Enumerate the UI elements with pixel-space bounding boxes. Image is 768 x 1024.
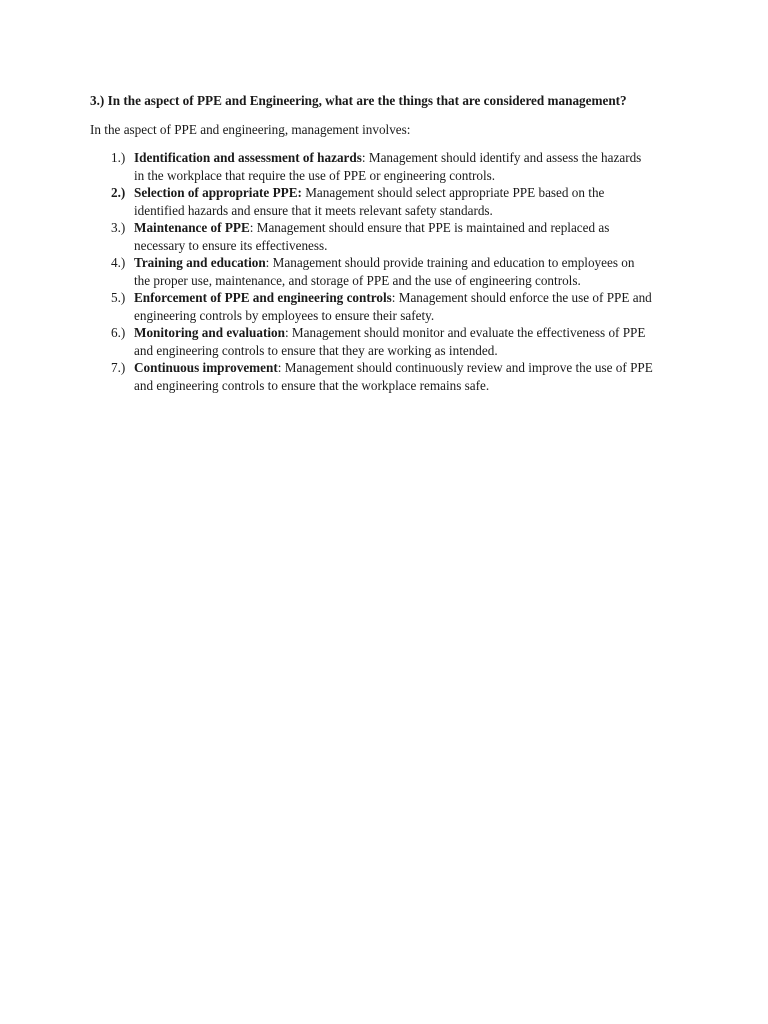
list-item-line-1 [134,289,694,307]
list-item-line-1 [134,359,694,377]
list-item-description: Management should monitor and evaluate the effectiveness of PPE [288,325,646,340]
list-item-number: 7.) [111,360,126,375]
list-item-line-1 [134,254,694,272]
list-item-separator: : [361,150,366,165]
list-item-number: 3.) [111,220,126,235]
list-item-line-2: the proper use, maintenance, and storage of PPE and the use of engineering controls. [134,272,581,288]
list-item-term: Enforcement of PPE and engineering controls [134,290,392,305]
list-item-text [134,359,694,394]
list-item [0,289,768,324]
list-item-line-1 [134,324,694,342]
list-item [0,184,768,219]
list-item-term: Training and education [134,255,266,270]
list-item-number: 2.) [111,185,126,200]
list-item-line-1 [134,184,694,202]
list-item-separator: : [249,220,254,235]
list-item-text [134,219,694,254]
list-item-description: Management should identify and assess the hazards [365,150,642,165]
list-item-line-2: identified hazards and ensure that it meets relevant safety standards. [134,202,493,218]
list-item-number: 6.) [111,325,126,340]
list-item-line-2: and engineering controls to ensure that the workplace remains safe. [134,377,490,393]
list-item-separator: : [391,290,396,305]
list-item-line-1 [134,219,694,237]
list-item-text [134,184,694,219]
list-item-description: Management should select appropriate PPE based on the [301,185,605,200]
list-item-term: Monitoring and evaluation [134,325,285,340]
list-item-description: Management should provide training and education to employees on [269,255,635,270]
list-item [0,359,768,394]
list-item [0,219,768,254]
list-item-number: 1.) [111,150,126,165]
list-item-separator: : [277,360,282,375]
question-heading: 3.) In the aspect of PPE and Engineering, what are the things that are considered management? [90,93,627,108]
list-item [0,254,768,289]
list-item-description: Management should ensure that PPE is maintained and replaced as [253,220,610,235]
list-item-term: Identification and assessment of hazards [134,150,362,165]
management-list [0,149,768,394]
list-item-text [134,149,694,184]
list-item-text [134,254,694,289]
list-item-line-1 [134,149,694,167]
list-item [0,149,768,184]
list-item-term: Selection of appropriate PPE: [134,185,302,200]
list-item-line-2: necessary to ensure its effectiveness. [134,237,328,253]
list-item-number: 5.) [111,290,126,305]
list-item-text [134,289,694,324]
list-item-description: Management should enforce the use of PPE and [395,290,652,305]
list-item-line-2: engineering controls by employees to ensure their safety. [134,307,435,323]
list-item-text [134,324,694,359]
list-item-separator: : [265,255,270,270]
list-item-term: Maintenance of PPE [134,220,250,235]
intro-paragraph: In the aspect of PPE and engineering, management involves: [90,122,411,137]
list-item-line-2: in the workplace that require the use of PPE or engineering controls. [134,167,496,183]
list-item-number: 4.) [111,255,126,270]
list-item-separator: : [284,325,289,340]
list-item-term: Continuous improvement [134,360,278,375]
list-item-description: Management should continuously review and improve the use of PPE [281,360,653,375]
list-item [0,324,768,359]
list-item-line-2: and engineering controls to ensure that they are working as intended. [134,342,498,358]
